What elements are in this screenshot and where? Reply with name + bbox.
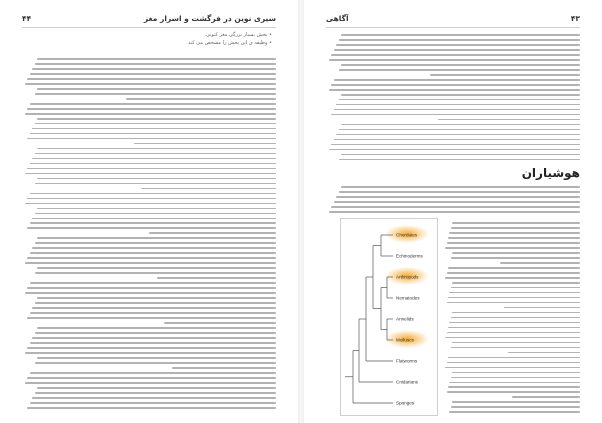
text-line bbox=[341, 94, 580, 96]
text-line bbox=[452, 222, 580, 224]
text-line bbox=[430, 74, 580, 76]
right-page bbox=[304, 0, 602, 423]
right-page-number: ۴۳ bbox=[570, 14, 580, 23]
left-body-text bbox=[22, 58, 276, 412]
text-line bbox=[30, 342, 276, 344]
left-page-running-title: سیری نوین در فرگشت و اسرار مغز bbox=[143, 14, 276, 23]
text-line bbox=[445, 277, 580, 279]
text-line bbox=[331, 84, 580, 86]
text-line bbox=[30, 133, 276, 135]
text-line bbox=[447, 391, 580, 393]
text-line bbox=[35, 153, 276, 155]
text-line bbox=[30, 193, 276, 195]
text-line bbox=[37, 178, 276, 180]
taxon-label: Annelids bbox=[396, 316, 414, 322]
right-body-text-mid bbox=[326, 186, 580, 216]
text-line bbox=[25, 382, 276, 384]
text-line bbox=[449, 382, 580, 384]
text-line bbox=[339, 159, 580, 161]
text-line bbox=[341, 64, 580, 66]
text-line bbox=[331, 206, 580, 208]
text-line bbox=[37, 148, 276, 150]
text-line bbox=[164, 322, 276, 324]
left-bullet-1: • بخش بسیار بزرگی مغز کنونی bbox=[205, 32, 272, 38]
text-line bbox=[329, 89, 580, 91]
text-line bbox=[27, 377, 276, 379]
text-line bbox=[37, 297, 276, 299]
text-line bbox=[30, 252, 276, 254]
text-line bbox=[341, 154, 580, 156]
text-line bbox=[30, 103, 276, 105]
text-line bbox=[438, 119, 580, 121]
text-line bbox=[451, 227, 580, 229]
text-line bbox=[30, 312, 276, 314]
text-line bbox=[336, 104, 580, 106]
text-line bbox=[339, 191, 580, 193]
right-header-rule bbox=[326, 27, 580, 28]
text-line bbox=[336, 196, 580, 198]
taxon-label: Arthropods bbox=[396, 274, 419, 280]
text-line bbox=[37, 118, 276, 120]
taxon-label: Nematodes bbox=[396, 295, 420, 301]
text-line bbox=[451, 257, 580, 259]
text-line bbox=[452, 282, 580, 284]
taxon-label: Molluscs bbox=[396, 337, 414, 343]
text-line bbox=[447, 332, 580, 334]
text-line bbox=[32, 397, 276, 399]
taxon-label: Echinoderms bbox=[396, 253, 423, 259]
text-line bbox=[37, 88, 276, 90]
text-line bbox=[339, 39, 580, 41]
text-line bbox=[37, 267, 276, 269]
text-line bbox=[508, 352, 580, 354]
left-page bbox=[0, 0, 298, 423]
text-line bbox=[35, 242, 276, 244]
phylogeny-tree bbox=[341, 219, 437, 415]
text-line bbox=[339, 99, 580, 101]
text-line bbox=[27, 108, 276, 110]
text-line bbox=[445, 247, 580, 249]
text-line bbox=[334, 109, 580, 111]
text-line bbox=[37, 237, 276, 239]
left-bullet-2: • وظیفه ی این بخش را مشخص می کند bbox=[188, 40, 272, 46]
text-line bbox=[27, 138, 276, 140]
text-line bbox=[447, 362, 580, 364]
text-line bbox=[448, 267, 580, 269]
taxon-label: Chordates bbox=[396, 232, 418, 238]
text-line bbox=[37, 357, 276, 359]
text-line bbox=[141, 188, 276, 190]
text-line bbox=[504, 307, 580, 309]
text-line bbox=[451, 406, 580, 408]
text-line bbox=[447, 272, 580, 274]
text-line bbox=[448, 386, 580, 388]
text-line bbox=[329, 149, 580, 151]
text-line bbox=[32, 128, 276, 130]
text-line bbox=[334, 79, 580, 81]
text-line bbox=[329, 211, 580, 213]
text-line bbox=[339, 129, 580, 131]
section-heading: هوشیاران bbox=[521, 166, 580, 180]
text-line bbox=[341, 186, 580, 188]
text-line bbox=[32, 307, 276, 309]
text-line bbox=[149, 232, 276, 234]
text-line bbox=[25, 292, 276, 294]
text-line bbox=[35, 272, 276, 274]
text-line bbox=[37, 208, 276, 210]
text-line bbox=[27, 407, 276, 409]
text-line bbox=[449, 292, 580, 294]
text-line bbox=[447, 302, 580, 304]
text-line bbox=[32, 68, 276, 70]
text-line bbox=[30, 372, 276, 374]
text-line bbox=[35, 63, 276, 65]
text-line bbox=[500, 262, 580, 264]
text-line bbox=[30, 402, 276, 404]
text-line bbox=[329, 59, 580, 61]
text-line bbox=[30, 163, 276, 165]
text-line bbox=[32, 247, 276, 249]
text-line bbox=[339, 69, 580, 71]
text-line bbox=[35, 392, 276, 394]
text-line bbox=[449, 322, 580, 324]
text-line bbox=[334, 201, 580, 203]
text-line bbox=[30, 73, 276, 75]
text-line bbox=[25, 173, 276, 175]
text-line bbox=[35, 332, 276, 334]
phylogeny-figure bbox=[340, 218, 438, 416]
text-line bbox=[331, 54, 580, 56]
text-line bbox=[32, 218, 276, 220]
left-page-number: ۴۴ bbox=[22, 14, 32, 23]
text-line bbox=[25, 203, 276, 205]
text-line bbox=[451, 347, 580, 349]
taxon-label: Cnidarians bbox=[396, 379, 418, 385]
text-line bbox=[449, 232, 580, 234]
text-line bbox=[451, 377, 580, 379]
right-body-text-top bbox=[326, 34, 580, 164]
text-line bbox=[452, 401, 580, 403]
text-line bbox=[37, 327, 276, 329]
text-line bbox=[35, 123, 276, 125]
text-line bbox=[448, 327, 580, 329]
text-line bbox=[452, 372, 580, 374]
text-line bbox=[30, 222, 276, 224]
taxon-label: Flatworms bbox=[396, 358, 418, 364]
text-line bbox=[35, 302, 276, 304]
text-line bbox=[157, 277, 276, 279]
text-line bbox=[37, 58, 276, 60]
text-line bbox=[27, 347, 276, 349]
text-line bbox=[27, 317, 276, 319]
text-line bbox=[25, 352, 276, 354]
text-line bbox=[452, 252, 580, 254]
taxon-label: Sponges bbox=[396, 400, 415, 406]
text-line bbox=[334, 139, 580, 141]
text-line bbox=[35, 183, 276, 185]
text-line bbox=[447, 242, 580, 244]
text-line bbox=[331, 144, 580, 146]
text-line bbox=[32, 158, 276, 160]
text-line bbox=[445, 367, 580, 369]
text-line bbox=[37, 387, 276, 389]
text-line bbox=[25, 83, 276, 85]
text-line bbox=[25, 113, 276, 115]
text-line bbox=[336, 44, 580, 46]
text-line bbox=[27, 257, 276, 259]
text-line bbox=[334, 49, 580, 51]
text-line bbox=[336, 134, 580, 136]
text-line bbox=[27, 168, 276, 170]
text-line bbox=[451, 317, 580, 319]
text-line bbox=[35, 213, 276, 215]
right-page-running-title: آگاهی bbox=[326, 14, 349, 23]
text-line bbox=[27, 227, 276, 229]
text-line bbox=[331, 114, 580, 116]
text-line bbox=[452, 342, 580, 344]
text-line bbox=[30, 282, 276, 284]
text-line bbox=[341, 124, 580, 126]
text-line bbox=[445, 337, 580, 339]
text-line bbox=[448, 237, 580, 239]
text-line bbox=[35, 362, 276, 364]
text-line bbox=[448, 357, 580, 359]
text-line bbox=[27, 287, 276, 289]
left-header-rule bbox=[22, 27, 276, 28]
text-line bbox=[449, 411, 580, 413]
text-line bbox=[341, 34, 580, 36]
text-line bbox=[32, 337, 276, 339]
text-line bbox=[25, 262, 276, 264]
text-line bbox=[35, 93, 276, 95]
text-line bbox=[452, 312, 580, 314]
text-line bbox=[512, 396, 580, 398]
right-body-text-side bbox=[444, 222, 580, 416]
text-line bbox=[448, 297, 580, 299]
text-line bbox=[27, 198, 276, 200]
text-line bbox=[126, 98, 276, 100]
text-line bbox=[134, 143, 276, 145]
text-line bbox=[27, 78, 276, 80]
text-line bbox=[451, 287, 580, 289]
text-line bbox=[172, 367, 276, 369]
